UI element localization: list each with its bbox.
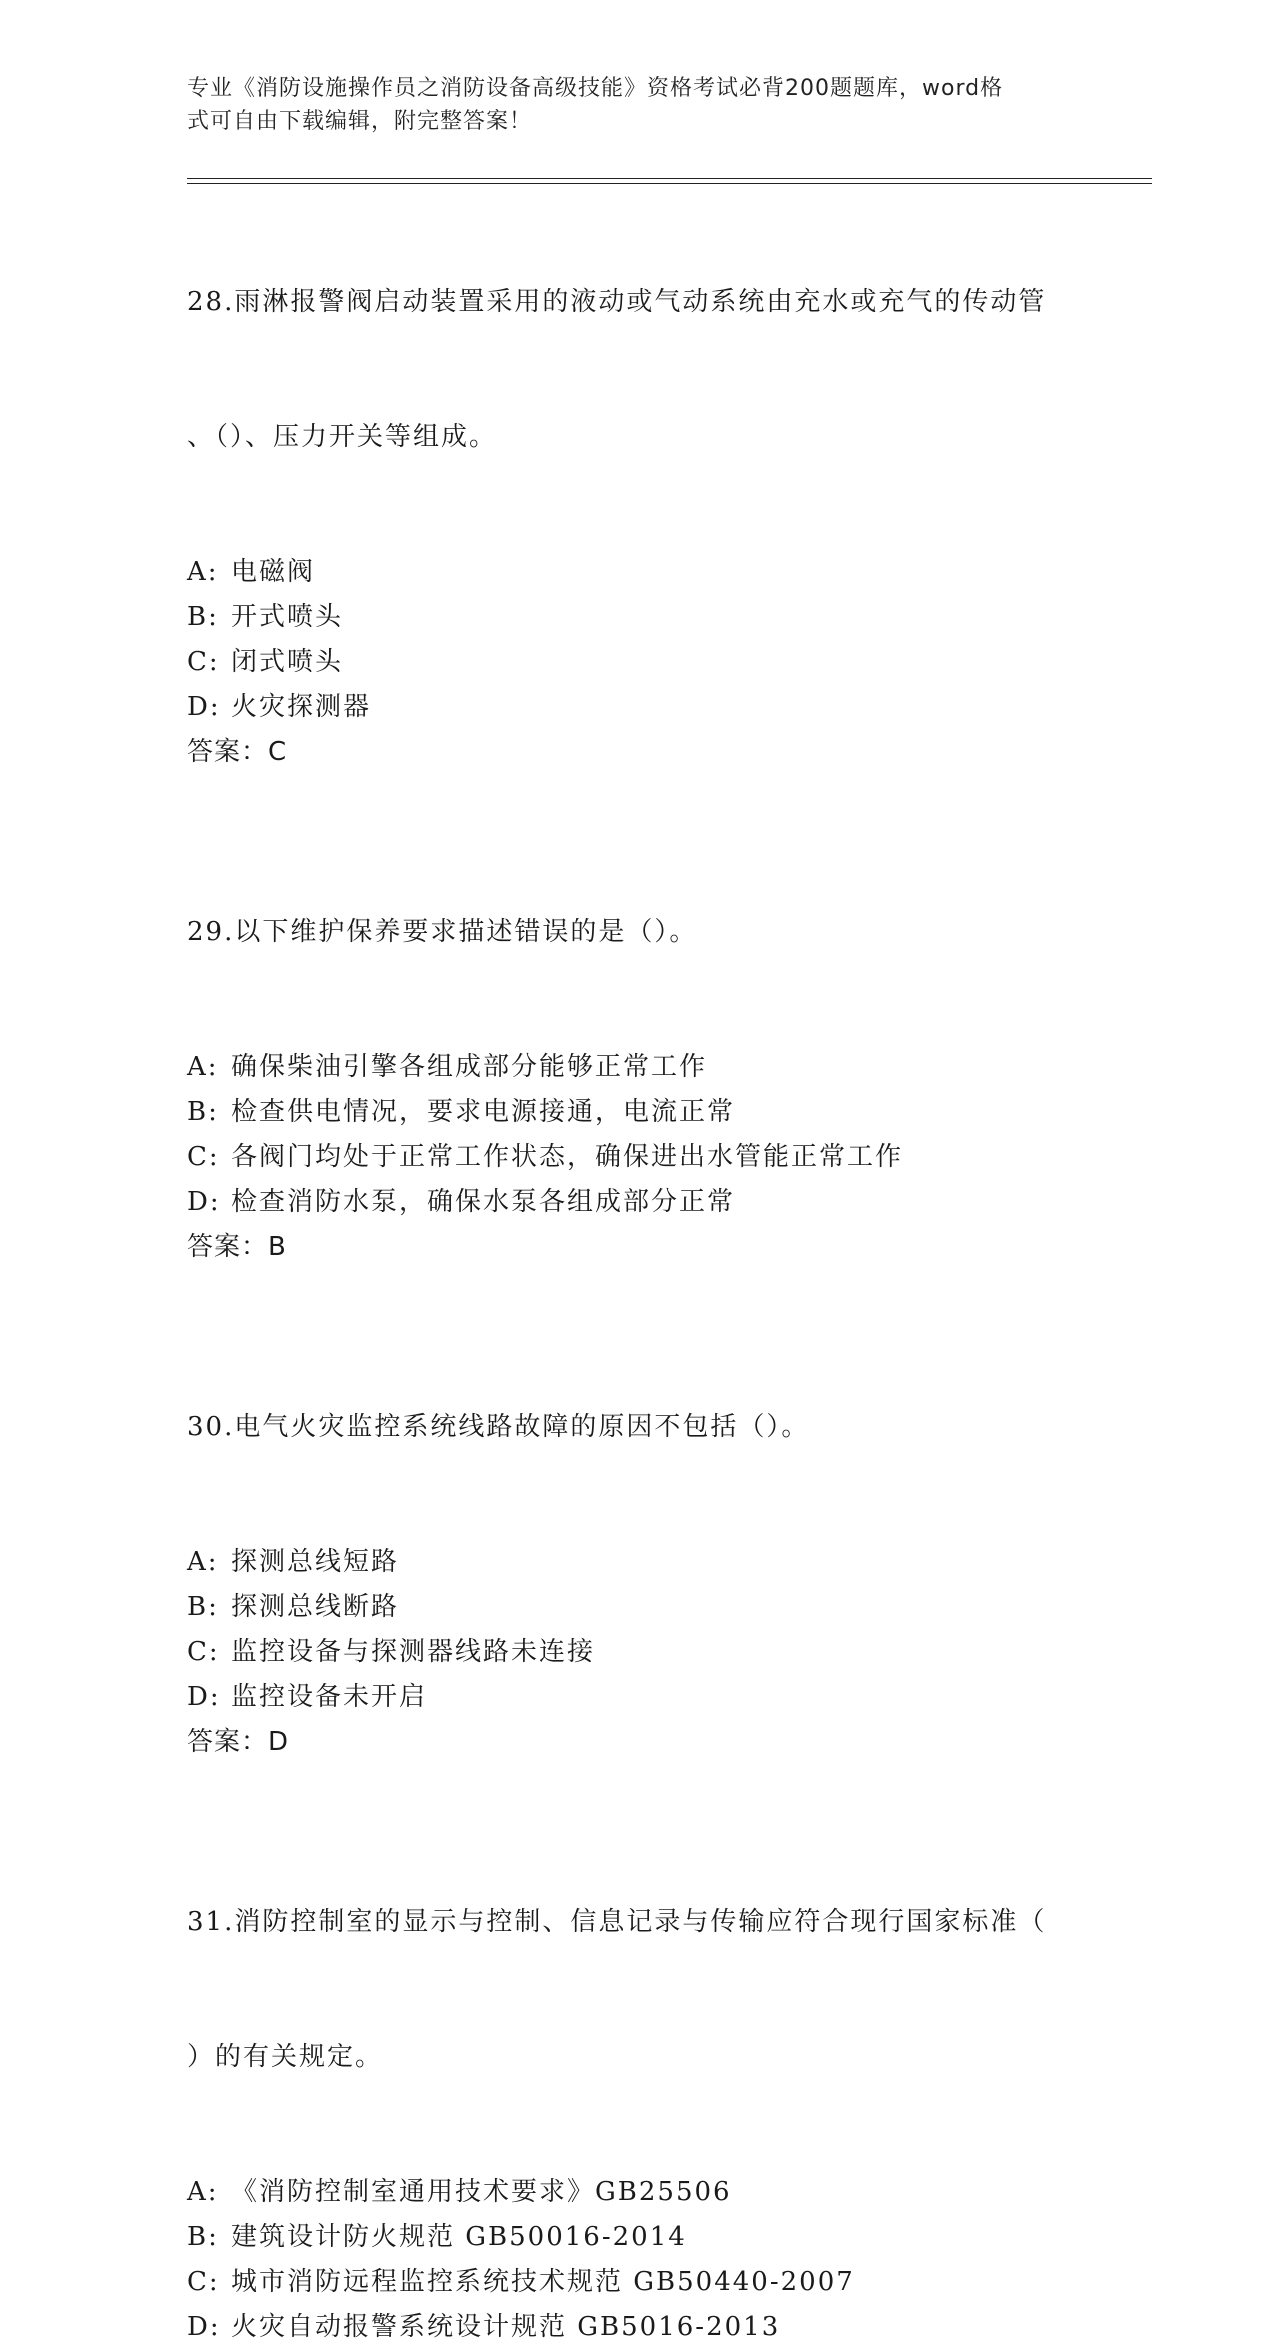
- option-b: [187, 2215, 1087, 2260]
- option-text: 探测总线断路: [231, 1592, 400, 1622]
- option-text: 探测总线短路: [231, 1547, 400, 1577]
- option-key: C:: [187, 1637, 220, 1667]
- question-28: [187, 190, 1087, 775]
- option-key: C:: [187, 647, 220, 677]
- question-stem-line: 28.雨淋报警阀启动装置采用的液动或气动系统由充水或充气的传动管: [187, 287, 1047, 317]
- option-a: [187, 1540, 1087, 1585]
- option-d: [187, 1675, 1087, 1720]
- option-text: 各阀门均处于正常工作状态，确保进出水管能正常工作: [231, 1142, 904, 1172]
- option-text: 确保柴油引擎各组成部分能够正常工作: [231, 1052, 708, 1082]
- header-line-2: 式可自由下载编辑，附完整答案！: [187, 109, 533, 134]
- option-text: 城市消防远程监控系统技术规范 GB50440-2007: [231, 2267, 855, 2297]
- answer-line: 答案：D: [187, 1727, 290, 1757]
- question-stem: [187, 1810, 1087, 2170]
- option-c: [187, 1630, 1087, 1675]
- option-key: D:: [187, 1682, 221, 1712]
- option-text: 检查供电情况，要求电源接通，电流正常: [231, 1097, 736, 1127]
- answer-line: 答案：C: [187, 737, 288, 767]
- option-key: A:: [187, 557, 219, 587]
- option-key: C:: [187, 2267, 220, 2297]
- option-key: C:: [187, 1142, 220, 1172]
- header-divider-top: [187, 178, 1152, 179]
- option-key: B:: [187, 1592, 219, 1622]
- question-stem-line: 31.消防控制室的显示与控制、信息记录与传输应符合现行国家标准（: [187, 1907, 1047, 1937]
- question-30: [187, 1315, 1087, 1765]
- document-header: [187, 72, 1067, 138]
- header-divider-bottom: [187, 183, 1152, 184]
- option-text: 监控设备与探测器线路未连接: [231, 1637, 596, 1667]
- option-text: 火灾自动报警系统设计规范 GB5016-2013: [231, 2312, 781, 2342]
- option-key: A:: [187, 1547, 219, 1577]
- question-stem-line: 、（）、压力开关等组成。: [187, 422, 498, 452]
- option-a: [187, 1045, 1087, 1090]
- option-b: [187, 1585, 1087, 1630]
- question-stem: [187, 190, 1087, 550]
- option-d: [187, 685, 1087, 730]
- option-b: [187, 595, 1087, 640]
- option-text: 闭式喷头: [231, 647, 344, 677]
- option-text: 检查消防水泵，确保水泵各组成部分正常: [231, 1187, 736, 1217]
- question-31: [187, 1810, 1087, 2350]
- header-line-1: 专业《消防设施操作员之消防设备高级技能》资格考试必背200题题库，word格: [187, 76, 1004, 101]
- option-text: 建筑设计防火规范 GB50016-2014: [231, 2222, 687, 2252]
- option-d: [187, 1180, 1087, 1225]
- option-key: B:: [187, 1097, 219, 1127]
- option-text: 《消防控制室通用技术要求》GB25506: [231, 2177, 732, 2207]
- question-stem: [187, 820, 1087, 1045]
- option-a: [187, 550, 1087, 595]
- question-stem-line: ）的有关规定。: [187, 2042, 384, 2072]
- option-text: 电磁阀: [231, 557, 316, 587]
- option-key: B:: [187, 602, 219, 632]
- option-d: [187, 2305, 1087, 2350]
- option-text: 开式喷头: [231, 602, 344, 632]
- answer-line: 答案：B: [187, 1232, 287, 1262]
- option-key: A:: [187, 1052, 219, 1082]
- question-list: [187, 190, 1087, 2350]
- option-a: [187, 2170, 1087, 2215]
- option-c: [187, 2260, 1087, 2305]
- option-text: 监控设备未开启: [231, 1682, 428, 1712]
- option-key: A:: [187, 2177, 219, 2207]
- option-key: D:: [187, 1187, 221, 1217]
- question-stem-line: 30.电气火灾监控系统线路故障的原因不包括（）。: [187, 1412, 810, 1442]
- option-c: [187, 1135, 1087, 1180]
- question-stem: [187, 1315, 1087, 1540]
- option-key: B:: [187, 2222, 219, 2252]
- option-key: D:: [187, 2312, 221, 2342]
- question-stem-line: 29.以下维护保养要求描述错误的是（）。: [187, 917, 698, 947]
- option-c: [187, 640, 1087, 685]
- question-29: [187, 820, 1087, 1270]
- option-text: 火灾探测器: [231, 692, 372, 722]
- option-key: D:: [187, 692, 221, 722]
- option-b: [187, 1090, 1087, 1135]
